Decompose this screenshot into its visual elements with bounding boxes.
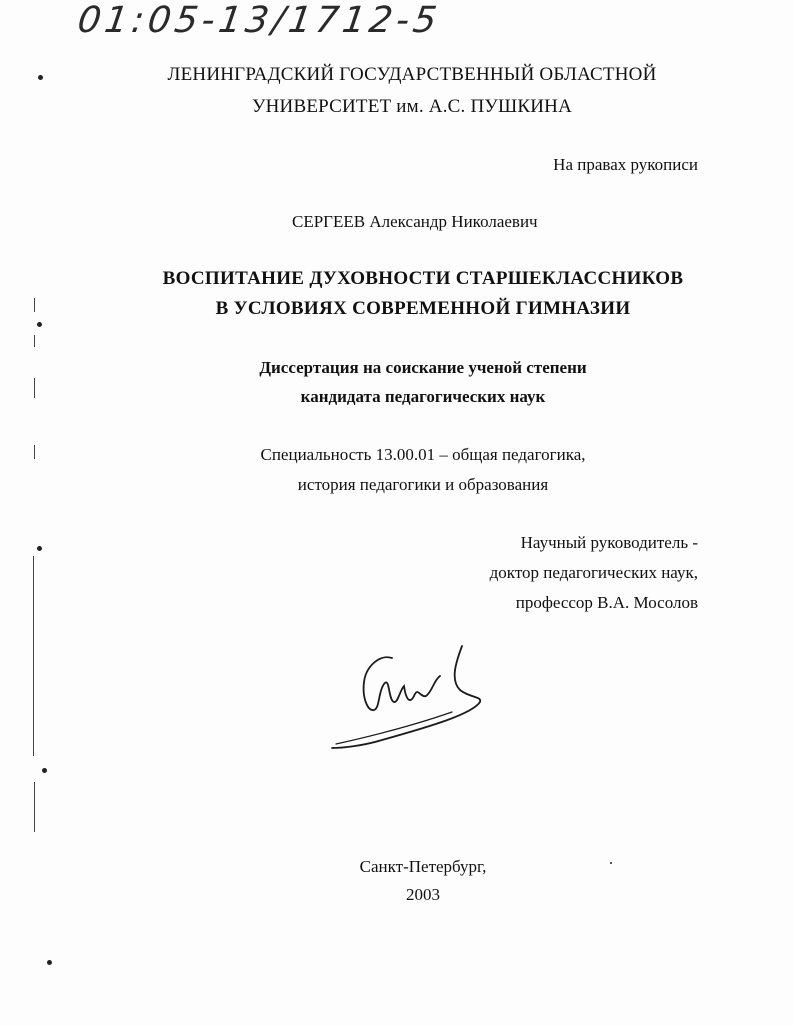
footer-city: Санкт-Петербург, [359, 857, 487, 876]
scan-artifact-dot [47, 960, 52, 965]
manuscript-rights: На правах рукописи [553, 155, 698, 174]
archive-number-handwritten: 01:05-13/1712-5 [75, 0, 444, 41]
scan-artifact-line [34, 782, 35, 832]
scan-artifact-line [34, 378, 35, 398]
specialty-line-2: история педагогики и образования [297, 475, 549, 494]
scan-artifact-line [33, 556, 34, 756]
supervisor-line-1: Научный руководитель - [520, 533, 698, 552]
dissertation-title-line-1: ВОСПИТАНИЕ ДУХОВНОСТИ СТАРШЕКЛАССНИКОВ [162, 268, 684, 289]
supervisor-line-2: доктор педагогических наук, [489, 563, 698, 582]
university-line-2: УНИВЕРСИТЕТ им. А.С. ПУШКИНА [251, 96, 573, 117]
scan-artifact-line [34, 445, 35, 459]
signature-handwritten [322, 640, 492, 760]
supervisor-line-3: профессор В.А. Мосолов [515, 593, 698, 612]
specialty-line-1: Специальность 13.00.01 – общая педагогика, [260, 445, 586, 464]
author-name: СЕРГЕЕВ Александр Николаевич [292, 212, 538, 231]
degree-line-1: Диссертация на соискание ученой степени [259, 358, 587, 377]
scan-artifact-dot [38, 75, 43, 80]
university-line-1: ЛЕНИНГРАДСКИЙ ГОСУДАРСТВЕННЫЙ ОБЛАСТНОЙ [167, 64, 657, 85]
dissertation-title-line-2: В УСЛОВИЯХ СОВРЕМЕННОЙ ГИМНАЗИИ [215, 298, 631, 319]
scan-artifact-dot [42, 768, 47, 773]
scan-artifact-dot [610, 862, 612, 864]
scan-artifact-line [34, 335, 35, 347]
footer-year: 2003 [406, 885, 440, 904]
degree-line-2: кандидата педагогических наук [300, 387, 546, 406]
scan-artifact-dot [37, 322, 42, 327]
scan-artifact-dot [37, 546, 42, 551]
scan-artifact-line [34, 298, 35, 312]
